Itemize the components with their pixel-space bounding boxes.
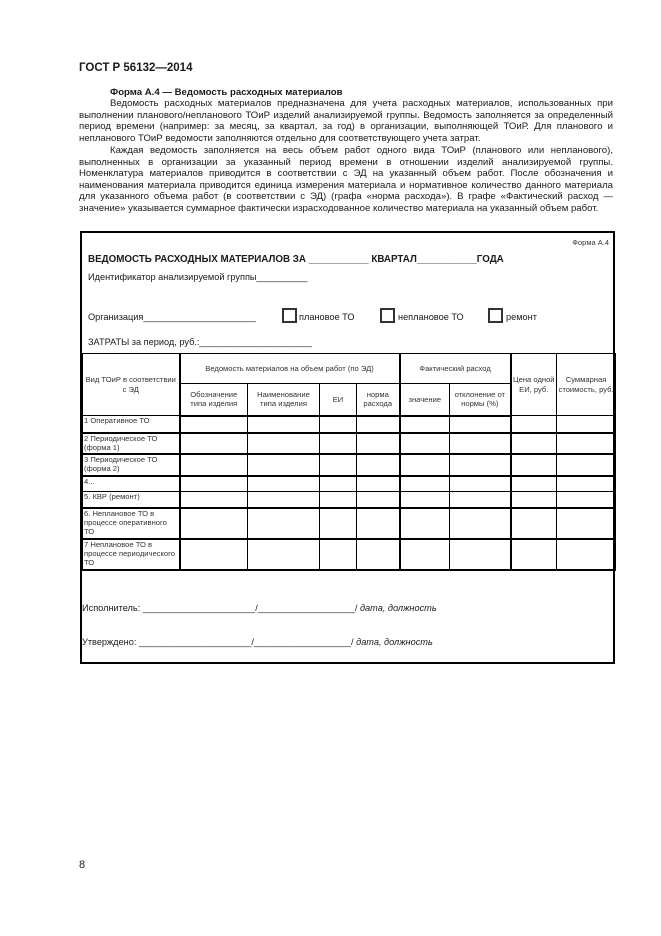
row-label: 7 Неплановое ТО в процессе периодического ТО — [83, 539, 180, 570]
row-label: 1 Оперативное ТО — [83, 416, 180, 433]
table-row — [83, 492, 616, 508]
cell[interactable] — [557, 476, 616, 492]
cell[interactable] — [450, 539, 511, 570]
cell[interactable] — [511, 416, 557, 433]
form-label: Форма А.4 — [572, 238, 609, 247]
checkbox-unplanned-label: неплановое ТО — [398, 312, 464, 322]
cell[interactable] — [180, 416, 248, 433]
cell[interactable] — [248, 539, 320, 570]
paragraph-1 — [79, 98, 613, 144]
cell[interactable] — [511, 476, 557, 492]
cell[interactable] — [400, 416, 450, 433]
cell[interactable] — [248, 416, 320, 433]
cell[interactable] — [180, 492, 248, 508]
cell[interactable] — [450, 433, 511, 454]
cell[interactable] — [511, 508, 557, 539]
cell[interactable] — [357, 416, 400, 433]
cell[interactable] — [320, 492, 357, 508]
cell[interactable] — [400, 433, 450, 454]
header-value: значение — [400, 384, 450, 416]
cell[interactable] — [400, 492, 450, 508]
paragraph-1-text: Ведомость расходных материалов предназначена для учета расходных материалов, использованных при выполнении планового/непланового ТОиР изделий анализируемой группы. Ведомость заполняется за определенный период времени (например: за месяц, за квартал, за год) в организации, выполняющей ТОиР. Для планового и непланового ТОиР ведомости заполняются отдельно для соответствующего учета затрат. — [79, 98, 613, 144]
section-title: Форма А.4 — Ведомость расходных материалов — [110, 87, 343, 98]
header-total: Суммарная стоимость, руб. — [557, 354, 616, 416]
approved-signature-line[interactable] — [82, 637, 433, 647]
cell[interactable] — [557, 433, 616, 454]
cell[interactable] — [320, 433, 357, 454]
paragraph-2 — [79, 145, 613, 215]
table-row — [83, 416, 616, 433]
cell[interactable] — [180, 508, 248, 539]
cell[interactable] — [320, 539, 357, 570]
approved-hint: дата, должность — [356, 637, 433, 647]
cell[interactable] — [450, 476, 511, 492]
row-label: 2 Периодическое ТО (форма 1) — [83, 433, 180, 454]
cell[interactable] — [248, 433, 320, 454]
cell[interactable] — [248, 454, 320, 476]
row-label: 4... — [83, 476, 180, 492]
cell[interactable] — [557, 454, 616, 476]
cell[interactable] — [320, 476, 357, 492]
cell[interactable] — [557, 508, 616, 539]
table-row — [83, 454, 616, 476]
row-label: 6. Неплановое ТО в процессе оперативного ТО — [83, 508, 180, 539]
cell[interactable] — [450, 492, 511, 508]
cell[interactable] — [557, 416, 616, 433]
executor-signature-line[interactable] — [82, 603, 437, 613]
cell[interactable] — [357, 454, 400, 476]
checkbox-planned[interactable] — [282, 308, 297, 323]
cell[interactable] — [357, 492, 400, 508]
cell[interactable] — [320, 454, 357, 476]
table-row — [83, 476, 616, 492]
cell[interactable] — [450, 416, 511, 433]
cell[interactable] — [180, 539, 248, 570]
cell[interactable] — [511, 492, 557, 508]
cell[interactable] — [511, 433, 557, 454]
header-unit: ЕИ — [320, 384, 357, 416]
header-group-actual: Фактический расход — [400, 354, 511, 384]
cell[interactable] — [357, 508, 400, 539]
materials-table — [82, 353, 616, 571]
costs-field[interactable]: ЗАТРАТЫ за период, руб.:______________________ — [88, 337, 312, 347]
paragraph-2-text: Каждая ведомость заполняется на весь объем работ одного вида ТОиР (планового или непланового), выполненных в организации за указанный период времени в отношении изделий анализируемой группы. Номенклатура материалов приводится в соответствии с ЭД на указанный объем работ. После обозначения и наименования материала приводится единица измерения материала и нормативное количество данного материала для указанного объема работ (в соответствии с ЭД) (графа «норма расхода»). В графе «Фактический расход — значение» указывается суммарное фактически израсходованное количество материала на указанный объем работ. — [79, 145, 613, 214]
form-a4 — [80, 231, 615, 664]
executor-hint: дата, должность — [359, 603, 437, 613]
cell[interactable] — [357, 539, 400, 570]
checkbox-repair[interactable] — [488, 308, 503, 323]
cell[interactable] — [557, 492, 616, 508]
cell[interactable] — [400, 539, 450, 570]
cell[interactable] — [180, 454, 248, 476]
cell[interactable] — [248, 492, 320, 508]
header-group-materials: Ведомость материалов на объем работ (по ЭД) — [180, 354, 400, 384]
table-row — [83, 508, 616, 539]
header-deviation: отклонение от нормы (%) — [450, 384, 511, 416]
checkbox-planned-label: плановое ТО — [299, 312, 355, 322]
page-number: 8 — [79, 859, 86, 871]
group-id-field[interactable]: Идентификатор анализируемой группы__________ — [88, 272, 308, 282]
organization-field[interactable]: Организация______________________ — [88, 312, 256, 322]
cell[interactable] — [320, 416, 357, 433]
cell[interactable] — [400, 454, 450, 476]
cell[interactable] — [511, 454, 557, 476]
row-label: 5. КВР (ремонт) — [83, 492, 180, 508]
header-norm: норма расхода — [357, 384, 400, 416]
cell[interactable] — [248, 476, 320, 492]
executor-label: Исполнитель: ______________________/___________________/ — [82, 603, 360, 613]
checkbox-repair-label: ремонт — [506, 312, 537, 322]
approved-label: Утверждено: ______________________/___________________/ — [82, 637, 357, 647]
header-price: Цена одной ЕИ, руб. — [511, 354, 557, 416]
cell[interactable] — [357, 433, 400, 454]
cell[interactable] — [357, 476, 400, 492]
cell[interactable] — [450, 508, 511, 539]
header-designation: Обозначение типа изделия — [180, 384, 248, 416]
cell[interactable] — [557, 539, 616, 570]
cell[interactable] — [511, 539, 557, 570]
cell[interactable] — [450, 454, 511, 476]
checkbox-unplanned[interactable] — [380, 308, 395, 323]
form-heading: ВЕДОМОСТЬ РАСХОДНЫХ МАТЕРИАЛОВ ЗА ___________ КВАРТАЛ___________ГОДА — [88, 254, 504, 265]
row-label: 3 Периодическое ТО (форма 2) — [83, 454, 180, 476]
header-type: Вид ТОиР в соответствии с ЭД — [83, 354, 180, 416]
table-row — [83, 539, 616, 570]
document-code: ГОСТ Р 56132—2014 — [79, 62, 193, 74]
header-name: Наименование типа изделия — [248, 384, 320, 416]
cell[interactable] — [400, 508, 450, 539]
cell[interactable] — [400, 476, 450, 492]
cell[interactable] — [180, 476, 248, 492]
cell[interactable] — [320, 508, 357, 539]
cell[interactable] — [248, 508, 320, 539]
table-row — [83, 433, 616, 454]
cell[interactable] — [180, 433, 248, 454]
